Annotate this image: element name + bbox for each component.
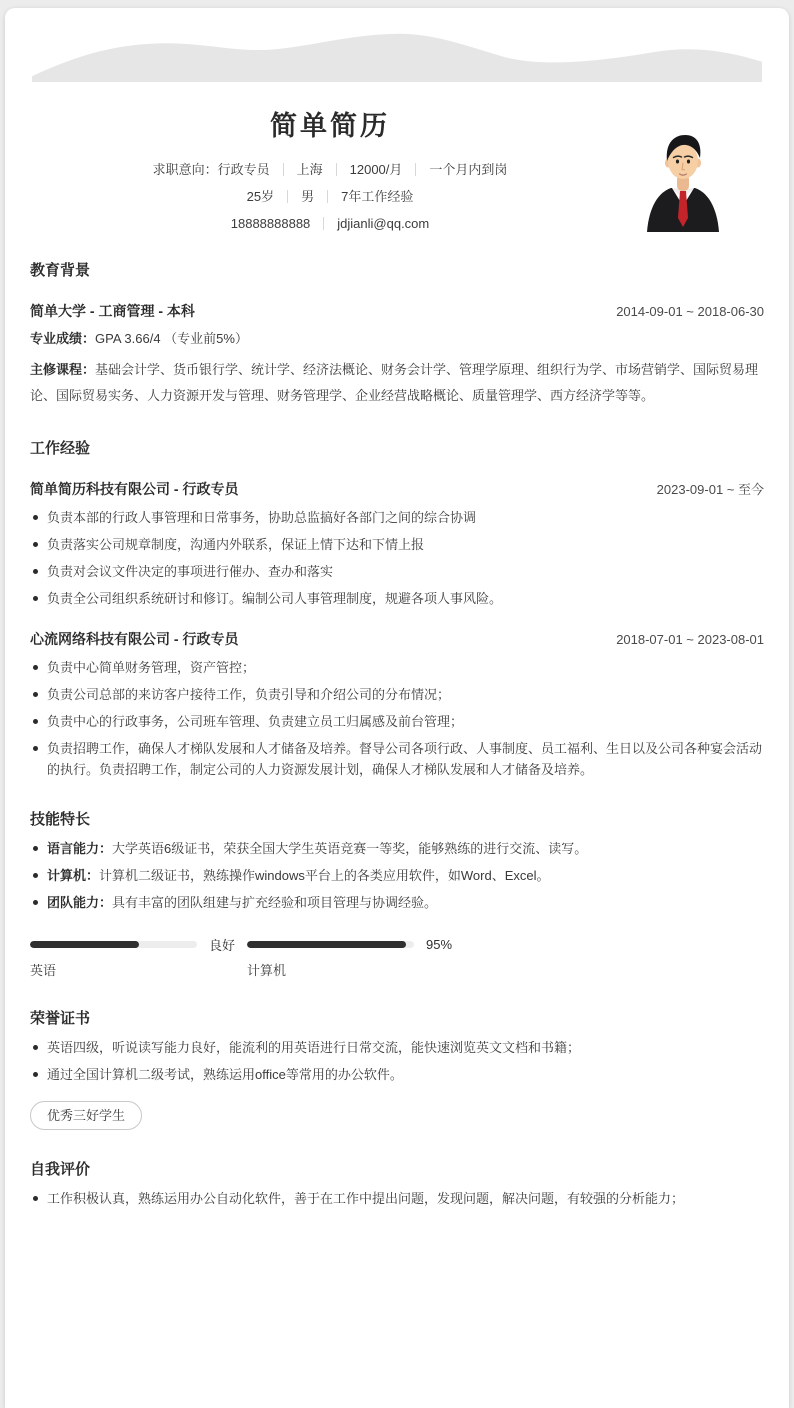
meter-track <box>30 941 197 948</box>
meter-value-label: 良好 <box>209 937 236 953</box>
job-item-header <box>30 629 764 649</box>
job-date-range: 2023-09-01 ~ 至今 <box>656 482 764 497</box>
section-honors <box>30 1009 764 1130</box>
intent-city: 上海 <box>296 162 323 177</box>
basic-info-row <box>30 187 630 207</box>
bullet-item: 负责落实公司规章制度，沟通内外联系，保证上情下达和下情上报 <box>30 534 764 555</box>
skill-label: 团队能力： <box>47 895 113 910</box>
profile-photo-illustration <box>639 130 727 232</box>
section-skills <box>30 810 764 979</box>
bullet-item: 负责中心的行政事务，公司班车管理、负责建立员工归属感及前台管理； <box>30 711 764 732</box>
resume-body <box>5 261 789 1269</box>
education-gpa-row <box>30 326 764 352</box>
honors-heading: 荣誉证书 <box>30 1010 91 1027</box>
bullet-item: 负责公司总部的来访客户接待工作，负责引导和介绍公司的分布情况； <box>30 684 764 705</box>
meter-fill <box>247 941 406 948</box>
education-item-header <box>30 301 764 321</box>
honors-bullet-list <box>30 1037 764 1085</box>
section-experience <box>30 439 764 780</box>
section-education <box>30 261 764 409</box>
job-company-title: 简单简历科技有限公司 - 行政专员 <box>30 481 239 497</box>
bullet-item: 负责招聘工作，确保人才梯队发展和人才储备及培养。督导公司各项行政、人事制度、员工福利、生日以及公司各种宴会活动的执行。负责招聘工作，制定公司的人力资源发展计划，确保人才梯队发展和人才储备及培养。 <box>30 738 764 780</box>
skill-text: 具有丰富的团队组建与扩充经验和项目管理与协调经验。 <box>112 895 438 910</box>
skill-meter-computer <box>247 937 464 979</box>
education-school-degree: 简单大学 - 工商管理 - 本科 <box>30 303 195 319</box>
intent-position: 行政专员 <box>217 162 270 177</box>
job-bullet-list <box>30 657 764 780</box>
experience-heading: 工作经验 <box>30 440 91 457</box>
meter-value-label: 95% <box>426 936 453 952</box>
education-date-range: 2014-09-01 ~ 2018-06-30 <box>616 304 764 319</box>
meter-bar <box>30 937 247 951</box>
age: 25岁 <box>246 189 275 204</box>
gpa-value: GPA 3.66/4 （专业前5%） <box>95 331 248 346</box>
job-item-header <box>30 479 764 499</box>
bullet-item <box>30 865 764 886</box>
bullet-item: 负责对会议文件决定的事项进行催办、查办和落实 <box>30 561 764 582</box>
gpa-label: 专业成绩： <box>30 331 96 346</box>
job-date-range: 2018-07-01 ~ 2023-08-01 <box>616 632 764 647</box>
divider <box>323 217 324 230</box>
courses-label: 主修课程： <box>30 362 96 377</box>
skill-meter-english <box>30 937 247 979</box>
skills-heading: 技能特长 <box>30 811 91 828</box>
work-years: 7年工作经验 <box>341 189 414 204</box>
divider <box>287 190 288 203</box>
intent-availability: 一个月内到岗 <box>429 162 508 177</box>
email-address: jdjianli@qq.com <box>337 216 430 231</box>
intent-salary: 12000/月 <box>349 162 403 177</box>
divider <box>336 163 337 176</box>
meter-bar <box>247 937 464 951</box>
self-evaluation-bullet-list <box>30 1188 764 1209</box>
meter-track <box>247 941 414 948</box>
skill-meters <box>30 937 764 979</box>
bullet-item: 负责本部的行政人事管理和日常事务，协助总监搞好各部门之间的综合协调 <box>30 507 764 528</box>
meter-name-label: 英语 <box>30 963 57 978</box>
divider <box>283 163 284 176</box>
bullet-item: 通过全国计算机二级考试，熟练运用office等常用的办公软件。 <box>30 1064 764 1085</box>
meter-name-label: 计算机 <box>247 963 287 978</box>
skill-text: 大学英语6级证书，荣获全国大学生英语竞赛一等奖，能够熟练的进行交流、读写。 <box>112 841 588 856</box>
section-self-evaluation <box>30 1160 764 1209</box>
honor-tag-pill: 优秀三好学生 <box>30 1101 142 1130</box>
bullet-item <box>30 838 764 859</box>
header-text-block <box>30 108 630 234</box>
job-bullet-list <box>30 507 764 609</box>
gender: 男 <box>301 189 315 204</box>
self-evaluation-heading: 自我评价 <box>30 1161 91 1178</box>
bullet-item <box>30 892 764 913</box>
resume-header <box>5 108 789 234</box>
education-heading: 教育背景 <box>30 262 91 279</box>
courses-value: 基础会计学、货币银行学、统计学、经济法概论、财务会计学、管理学原理、组织行为学、市场营销学、国际贸易理论、国际贸易实务、人力资源开发与管理、财务管理学、企业经营战略概论、质量管理学、西方经济学等等。 <box>30 362 759 403</box>
profile-photo <box>639 130 727 232</box>
meter-fill <box>30 941 139 948</box>
bullet-item: 负责中心简单财务管理，资产管控； <box>30 657 764 678</box>
bullet-item: 英语四级，听说读写能力良好，能流利的用英语进行日常交流，能快速浏览英文文档和书籍； <box>30 1037 764 1058</box>
education-courses-row <box>30 357 764 409</box>
bullet-item: 工作积极认真，熟练运用办公自动化软件，善于在工作中提出问题，发现问题，解决问题，有较强的分析能力； <box>30 1188 764 1209</box>
skill-label: 计算机： <box>47 868 100 883</box>
phone-number: 18888888888 <box>230 216 311 231</box>
intent-label: 求职意向： <box>152 162 218 177</box>
resume-page <box>5 8 789 1408</box>
job-intent-row <box>30 160 630 180</box>
resume-title: 简单简历 <box>270 111 390 141</box>
skill-text: 计算机二级证书，熟练操作windows平台上的各类应用软件，如Word、Excel。 <box>99 868 550 883</box>
contact-row <box>30 214 630 234</box>
job-company-title: 心流网络科技有限公司 - 行政专员 <box>30 631 239 647</box>
skill-label: 语言能力： <box>47 841 113 856</box>
divider <box>327 190 328 203</box>
bullet-item: 负责全公司组织系统研讨和修订。编制公司人事管理制度，规避各项人事风险。 <box>30 588 764 609</box>
header-wave-decoration <box>32 30 762 82</box>
skills-bullet-list <box>30 838 764 913</box>
divider <box>415 163 416 176</box>
